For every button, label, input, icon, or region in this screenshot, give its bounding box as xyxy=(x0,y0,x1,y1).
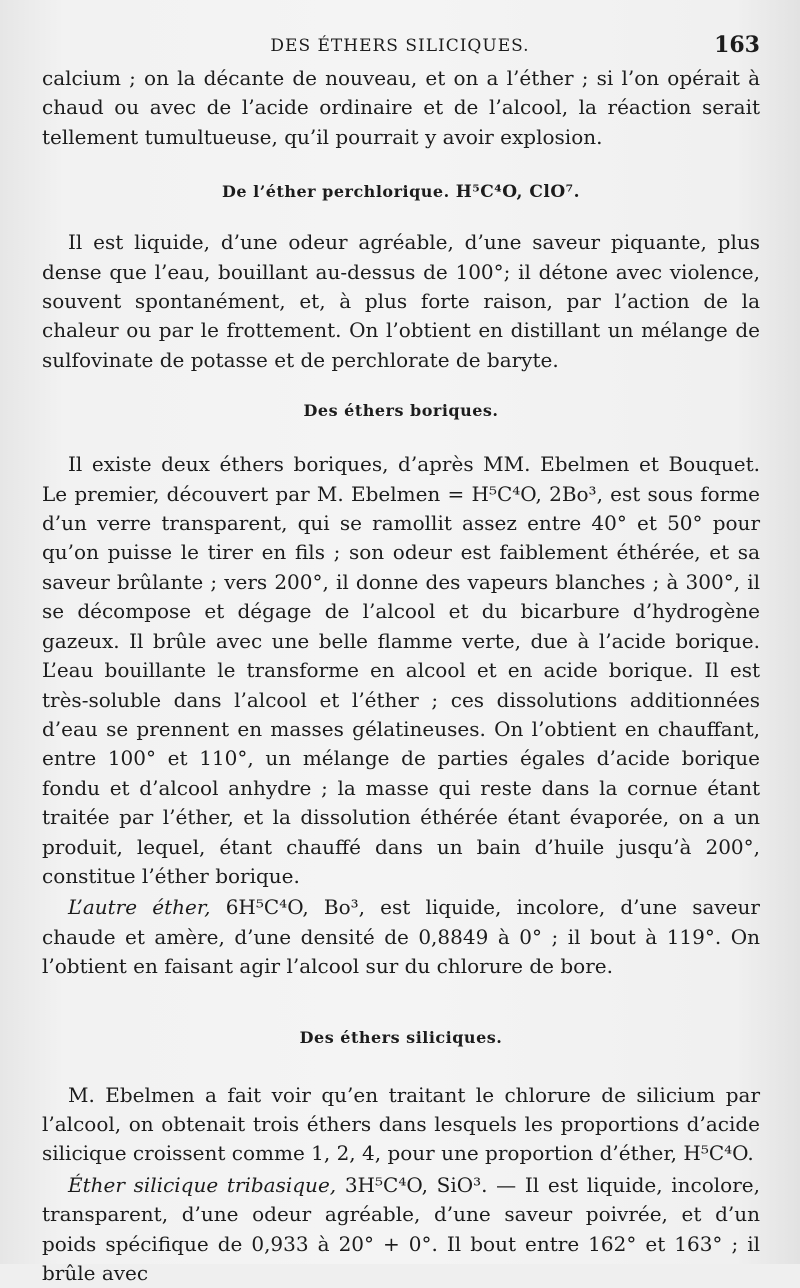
paragraph-text: 6H⁵C⁴O, Bo³, est liquide, incolore, d’une saveur chaude et amère, d’une densité de 0,8849 à 0° ; il bout à 119°. On l’obtient en faisant agir l’alcool sur du chlorure de bore. xyxy=(42,895,760,979)
section-title-text: Des éthers siliciques. xyxy=(299,1027,503,1047)
paragraph-perchlorique: Il est liquide, d’une odeur agréable, d’une saveur piquante, plus dense que l’eau, bouillant au-dessus de 100°; il détone avec violence, souvent spontanément, et, à plus forte raison, par l’action de la chaleur ou par le frottement. On l’obtient en distillant un mélange de sulfovinate de potasse et de perchlorate de baryte. xyxy=(42,230,760,372)
paragraph-text: 3H⁵C⁴O, SiO³. — Il est liquide, incolore, transparent, d’une odeur agréable, d’une saveur poivrée, et d’un poids spécifique de 0,933 à 20° + 0°. Il bout entre 162° et 163° ; il brûle avec xyxy=(42,1172,760,1285)
paragraph-intro: calcium ; on la décante de nouveau, et on a l’éther ; si l’on opérait à chaud ou avec de l’acide ordinaire et de l’alcool, la réaction serait tellement tumultueuse, qu’il pourrait y avoir explosion. xyxy=(42,66,760,149)
page-header xyxy=(40,30,760,60)
paragraph-boriques-2 xyxy=(42,893,760,981)
paragraph-lead-italic: Éther silicique tribasique, xyxy=(68,1172,337,1197)
section-heading-boriques xyxy=(42,401,760,420)
page-body xyxy=(42,64,760,1288)
section-heading-siliciques xyxy=(42,1028,760,1047)
paragraph-siliciques-2 xyxy=(42,1171,760,1288)
running-head: DES ÉTHERS SILICIQUES. xyxy=(270,36,530,56)
section-title-text: De l’éther perchlorique. xyxy=(221,182,450,202)
section-heading-perchlorique xyxy=(42,182,760,202)
paragraph-lead-italic: L’autre éther, xyxy=(68,895,211,920)
page-number: 163 xyxy=(714,32,760,58)
paragraph-boriques-1: Il existe deux éthers boriques, d’après MM. Ebelmen et Bouquet. Le premier, découvert par M. Ebelmen = H⁵C⁴O, 2Bo³, est sous forme d’un verre transparent, qui se ramollit assez entre 40° et 50° pour qu’on puisse le tirer en fils ; son odeur est faiblement éthérée, et sa saveur brûlante ; vers 200°, il donne des vapeurs blanches ; à 300°, il se décompose et dégage de l’alcool et du bicarbure d’hydrogène gazeux. Il brûle avec une belle flamme verte, due à l’acide borique. L’eau bouillante le transforme en alcool et en acide borique. Il est très-soluble dans l’alcool et l’éther ; ces dissolutions additionnées d’eau se prennent en masses gélatineuses. On l’obtient en chauffant, entre 100° et 110°, un mélange de parties égales d’acide borique fondu et d’alcool anhydre ; la masse qui reste dans la cornue étant traitée par l’éther, et la dissolution éthérée étant évaporée, on a un produit, lequel, étant chauffé dans un bain d’huile jusqu’à 200°, constitue l’éther borique. xyxy=(42,452,760,888)
section-title-text: Des éthers boriques. xyxy=(303,401,499,421)
section-formula: H⁵C⁴O, ClO⁷. xyxy=(455,182,581,203)
paragraph-siliciques-1: M. Ebelmen a fait voir qu’en traitant le chlorure de silicium par l’alcool, on obtenait trois éthers dans lesquels les proportions d’acide silicique croissent comme 1, 2, 4, pour une proportion d’éther, H⁵C⁴O. xyxy=(42,1082,760,1166)
